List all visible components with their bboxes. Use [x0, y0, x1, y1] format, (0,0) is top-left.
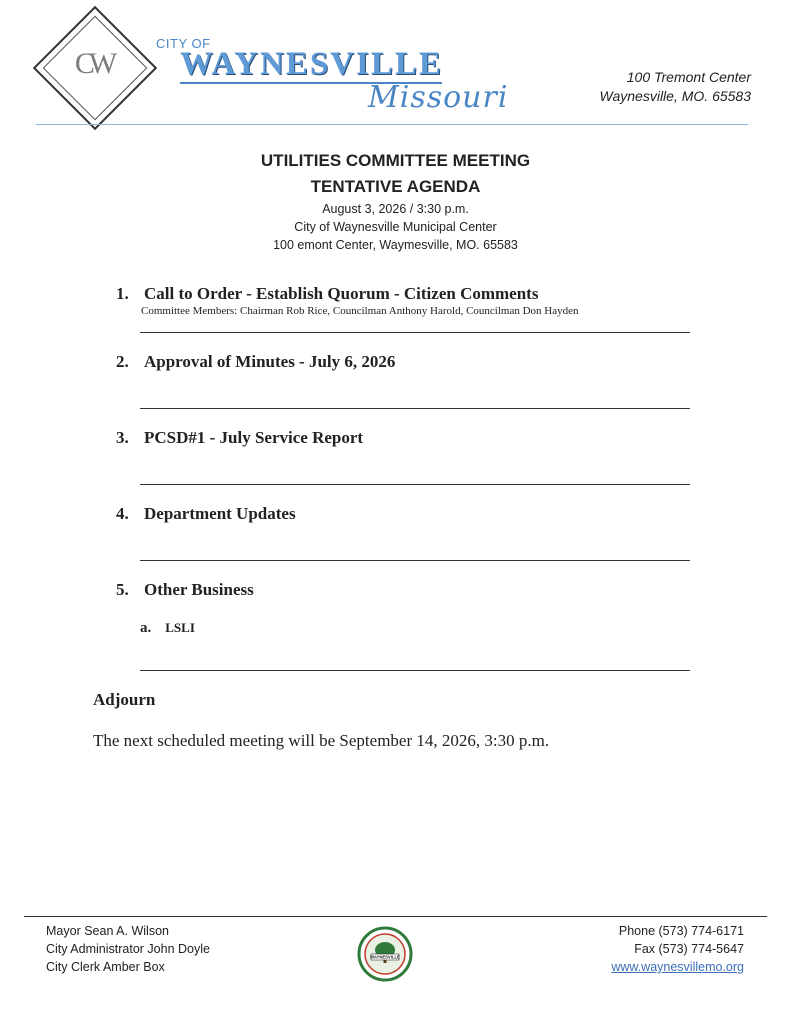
clerk-name: City Clerk Amber Box	[46, 960, 165, 974]
sub-item-text: LSLI	[165, 620, 195, 635]
agenda-title: TENTATIVE AGENDA	[310, 177, 481, 196]
meeting-date-time: August 3, 2026 / 3:30 p.m.	[322, 202, 469, 216]
agenda-item-number: 3.	[116, 428, 129, 447]
meeting-title: UTILITIES COMMITTEE MEETING	[260, 151, 531, 170]
mayor-name: Mayor Sean A. Wilson	[46, 924, 169, 938]
header-address	[600, 68, 751, 106]
title-block	[0, 148, 791, 254]
website-link[interactable]: www.waynesvillemo.org	[611, 960, 744, 974]
agenda-sub-item-a	[140, 620, 195, 637]
adjourn-heading: Adjourn	[93, 690, 156, 709]
footer-officials	[46, 922, 210, 976]
agenda-rule	[140, 408, 690, 409]
agenda-item-number: 1.	[116, 284, 129, 303]
agenda-rule	[140, 670, 690, 671]
committee-members: Committee Members: Chairman Rob Rice, Councilman Anthony Harold, Councilman Don Hayden	[141, 305, 579, 317]
agenda-item-text: Approval of Minutes - July 6, 2026	[144, 352, 396, 371]
agenda-item-text: Call to Order - Establish Quorum - Citizen Comments	[144, 284, 539, 303]
fax-number: Fax (573) 774-5647	[634, 942, 744, 956]
meeting-venue: City of Waynesville Municipal Center	[294, 220, 497, 234]
agenda-rule	[140, 484, 690, 485]
state-name: Missouri	[368, 80, 509, 115]
address-line-1: 100 Tremont Center	[626, 69, 751, 85]
administrator-name: City Administrator John Doyle	[46, 942, 210, 956]
agenda-item-1	[116, 284, 538, 304]
phone-number: Phone (573) 774-6171	[618, 924, 744, 938]
header-divider	[36, 124, 748, 125]
meeting-venue-address: 100 emont Center, Waymesville, MO. 65583	[273, 238, 518, 252]
city-name: WAYNESVILLE	[180, 46, 443, 82]
seal-label: WAYNESVILLE	[370, 954, 400, 960]
city-seal-icon	[357, 926, 413, 982]
agenda-item-3	[116, 428, 363, 448]
agenda-item-text: Department Updates	[144, 504, 296, 523]
agenda-rule	[140, 560, 690, 561]
footer-divider	[24, 916, 767, 917]
sub-item-letter: a.	[140, 620, 152, 636]
agenda-item-number: 4.	[116, 504, 129, 523]
agenda-item-text: PCSD#1 - July Service Report	[144, 428, 364, 447]
agenda-item-5	[116, 580, 254, 600]
next-meeting-text: The next scheduled meeting will be September 14, 2026, 3:30 p.m.	[93, 731, 550, 750]
agenda-item-text: Other Business	[144, 580, 254, 599]
footer-contact	[611, 922, 744, 976]
agenda-item-number: 2.	[116, 352, 129, 371]
address-line-2: Waynesville, MO. 65583	[599, 88, 751, 104]
agenda-item-2	[116, 352, 395, 372]
agenda-item-4	[116, 504, 296, 524]
agenda-rule	[140, 332, 690, 333]
city-of-label: CITY OF	[156, 36, 211, 51]
logo-monogram: CW	[74, 47, 112, 80]
agenda-item-number: 5.	[116, 580, 129, 599]
